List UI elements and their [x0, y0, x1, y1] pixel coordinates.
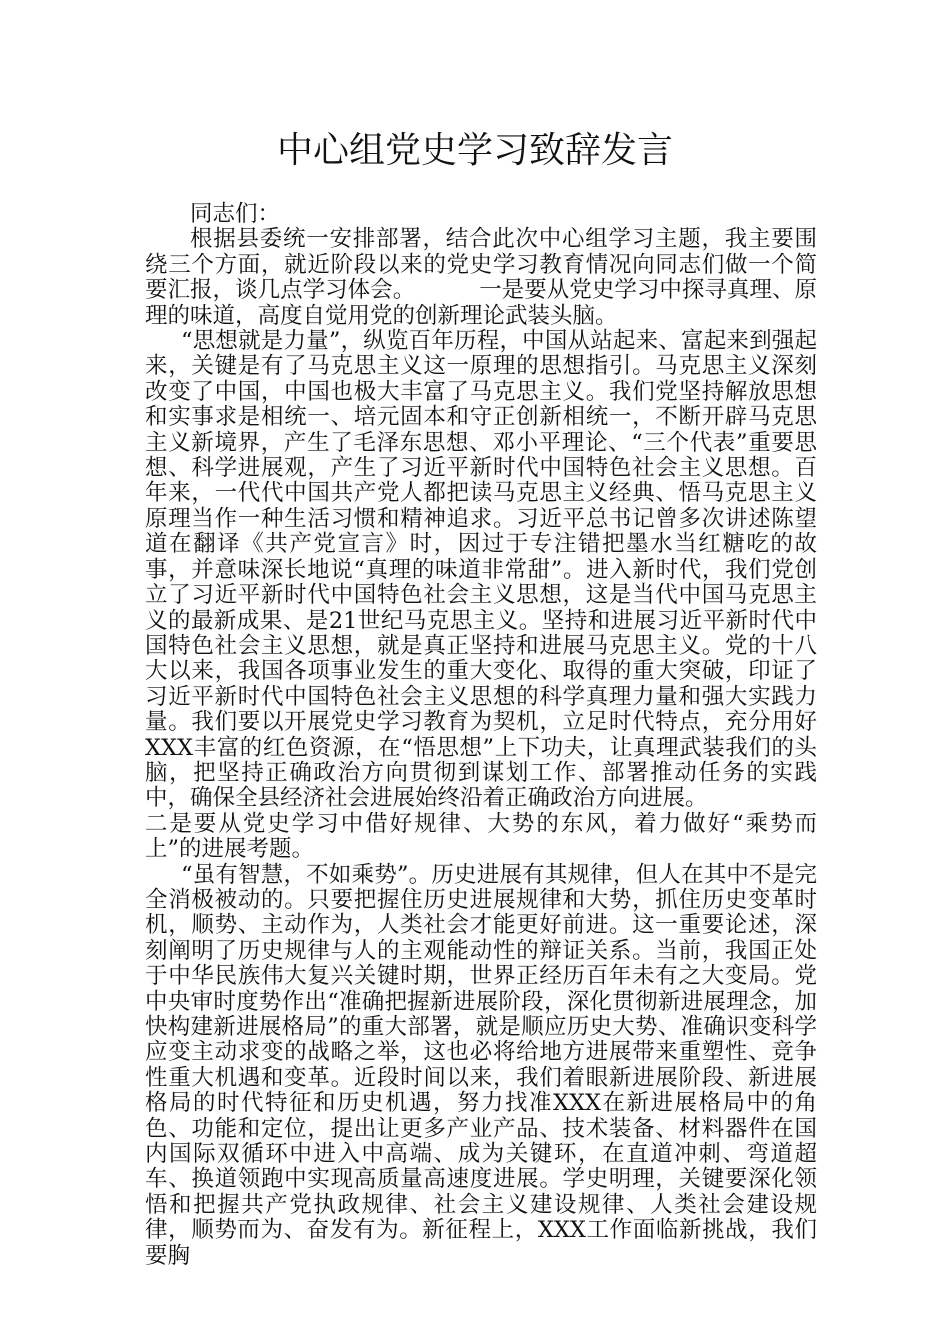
paragraph-intro — [145, 227, 817, 329]
paragraph-section-1: “思想就是力量”，纵览百年历程，中国从站起来、富起来到强起来，关键是有了马克思主义这一原理的思想指引。马克思主义深刻改变了中国，中国也极大丰富了马克思主义。我们党坚持解放思想和实事求是相统一、培元固本和守正创新相统一，不断开辟马克思主义新境界，产生了毛泽东思想、邓小平理论、“三个代表”重要思想、科学进展观，产生了习近平新时代中国特色社会主义思想。百年来，一代代中国共产党人都把读马克思主义经典、悟马克思主义原理当作一种生活习惯和精神追求。习近平总书记曾多次讲述陈望道在翻译《共产党宣言》时，因过于专注错把墨水当红糖吃的故事，并意味深长地说“真理的味道非常甜”。进入新时代，我们党创立了习近平新时代中国特色社会主义思想，这是当代中国马克思主义的最新成果、是21世纪马克思主义。坚持和进展习近平新时代中国特色社会主义思想，就是真正坚持和进展马克思主义。党的十八大以来，我国各项事业发生的重大变化、取得的重大突破，印证了习近平新时代中国特色社会主义思想的科学真理力量和强大实践力量。我们要以开展党史学习教育为契机，立足时代特点，充分用好XXX丰富的红色资源，在“悟思想”上下功夫，让真理武装我们的头脑，把坚持正确政治方向贯彻到谋划工作、部署推动任务的实践中，确保全县经济社会进展始终沿着正确政治方向进展。 — [145, 328, 817, 812]
section-heading-1: 一是要从党史学习中探寻真理、原理的味道，高度自觉用党的创新理论武装头脑。 — [145, 277, 817, 329]
section-heading-2: 二是要从党史学习中借好规律、大势的东风，着力做好“乘势而上”的进展考题。 — [145, 810, 817, 863]
paragraph-section-2: “虽有智慧，不如乘势”。历史进展有其规律，但人在其中不是完全消极被动的。只要把握住历史进展规律和大势，抓住历史变革时机，顺势、主动作为，人类社会才能更好前进。这一重要论述，深刻阐明了历史规律与人的主观能动性的辩证关系。当前，我国正处于中华民族伟大复兴关键时期，世界正经历百年未有之大变局。党中央审时度势作出“准确把握新进展阶段，深化贯彻新进展理念，加快构建新进展格局”的重大部署，就是顺应历史大势、准确识变科学应变主动求变的战略之举，这也必将给地方进展带来重塑性、竞争性重大机遇和变革。近段时间以来，我们着眼新进展阶段、新进展格局的时代特征和历史机遇，努力找准XXX在新进展格局中的角色、功能和定位，提出让更多产业产品、技术装备、材料器件在国内国际双循环中进入中高端、成为关键环，在直道冲刺、弯道超车、换道领跑中实现高质量高速度进展。学史明理，关键要深化领悟和把握共产党执政规律、社会主义建设规律、人类社会建设规律，顺势而为、奋发有为。新征程上，XXX工作面临新挑战，我们要胸 — [145, 861, 817, 1269]
document-title: 中心组党史学习致辞发言 — [276, 130, 673, 171]
paragraph-intro-text: 根据县委统一安排部署，结合此次中心组学习主题，我主要围绕三个方面，就近阶段以来的党史学习教育情况向同志们做一个简要汇报，谈几点学习体会。 — [145, 226, 817, 304]
salutation: 同志们： — [190, 201, 281, 227]
document-body — [145, 202, 817, 1269]
